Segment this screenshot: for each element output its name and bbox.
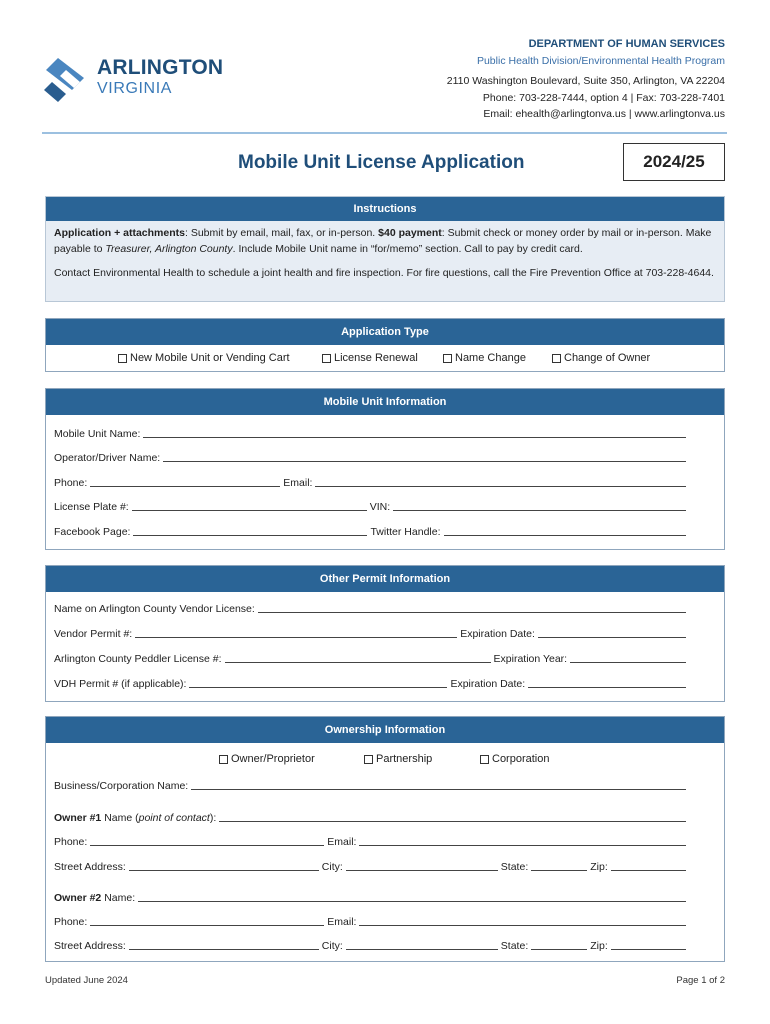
field-label: Vendor Permit #: (54, 628, 133, 640)
owner1-end: ): (209, 812, 217, 824)
field-row-owner1-phone-email (54, 834, 686, 848)
arlington-logo (44, 54, 244, 104)
field-label: Mobile Unit Name: (54, 428, 141, 440)
checkbox-box[interactable] (219, 755, 228, 764)
owner2-label (54, 892, 138, 904)
field-row-phone-email (54, 475, 686, 489)
field-row-plate-vin (54, 499, 686, 513)
field-row-operator (54, 450, 686, 464)
checkbox-license-renewal[interactable] (322, 352, 418, 364)
field-label: Street Address: (54, 940, 126, 952)
checkbox-new-mobile-unit[interactable] (118, 352, 290, 364)
checkbox-box[interactable] (118, 354, 127, 363)
email-field[interactable] (315, 486, 686, 487)
field-row-business-name (54, 778, 686, 792)
field-label: Email: (327, 836, 357, 848)
checkbox-label: Owner/Proprietor (231, 753, 315, 765)
owner2-city-field[interactable] (346, 949, 498, 950)
vendor-license-name-field[interactable] (258, 612, 686, 613)
field-row-vendor-permit (54, 626, 686, 640)
form-title: Mobile Unit License Application (238, 152, 525, 173)
checkbox-label: Partnership (376, 753, 433, 765)
checkbox-label: License Renewal (334, 352, 418, 364)
checkbox-label: Corporation (492, 753, 550, 765)
field-row-peddler (54, 651, 686, 665)
field-row-owner1-address (54, 859, 686, 873)
checkbox-name-change[interactable] (443, 352, 526, 364)
instructions-heading: Instructions (46, 197, 724, 221)
application-type-section (45, 318, 725, 372)
checkbox-box[interactable] (322, 354, 331, 363)
arlington-logo-icon (44, 56, 90, 102)
logo-text-arlington: ARLINGTON (97, 56, 224, 79)
field-row-owner2-phone-email (54, 914, 686, 928)
vin-field[interactable] (393, 510, 686, 511)
field-label: Expiration Date: (450, 678, 526, 690)
owner2-phone-field[interactable] (90, 925, 324, 926)
instr-text-3: . Include Mobile Unit name in “for/memo” section. Call to pay by credit card. (232, 243, 583, 255)
other-permit-section (45, 565, 725, 702)
license-year-box: 2024/25 (623, 143, 725, 181)
field-row-owner2-name (54, 890, 686, 904)
field-label: Name on Arlington County Vendor License: (54, 603, 255, 615)
header-divider (42, 132, 727, 134)
owner1-name-field[interactable] (219, 821, 686, 822)
peddler-expiration-year-field[interactable] (570, 662, 686, 663)
email-web-line: Email: ehealth@arlingtonva.us | www.arlingtonva.us (483, 108, 725, 120)
owner1-text: Name ( (101, 812, 139, 824)
field-label: Twitter Handle: (370, 526, 441, 538)
owner1-street-field[interactable] (129, 870, 319, 871)
field-label: VDH Permit # (if applicable): (54, 678, 187, 690)
field-label: Street Address: (54, 861, 126, 873)
operator-name-field[interactable] (163, 461, 686, 462)
page-number: Page 1 of 2 (676, 975, 725, 986)
field-label: State: (500, 861, 529, 873)
peddler-license-field[interactable] (225, 662, 491, 663)
owner2-state-field[interactable] (531, 949, 587, 950)
vdh-permit-field[interactable] (189, 687, 447, 688)
field-label: Operator/Driver Name: (54, 452, 161, 464)
updated-date: Updated June 2024 (45, 975, 128, 986)
instr-italic-payee: Treasurer, Arlington County (105, 243, 233, 255)
field-label: License Plate #: (54, 501, 129, 513)
field-row-owner1-name (54, 810, 686, 824)
license-plate-field[interactable] (132, 510, 367, 511)
ownership-heading: Ownership Information (46, 717, 724, 743)
checkbox-box[interactable] (480, 755, 489, 764)
ownership-section (45, 716, 725, 962)
instructions-section (45, 196, 725, 302)
checkbox-box[interactable] (364, 755, 373, 764)
mobile-unit-heading: Mobile Unit Information (46, 389, 724, 415)
field-label: State: (500, 940, 529, 952)
instr-text-2: : Submit check or money order by mail or in-person. Make payable to (54, 227, 712, 255)
checkbox-change-of-owner[interactable] (552, 352, 650, 364)
owner2-email-field[interactable] (359, 925, 686, 926)
phone-fax-line: Phone: 703-228-7444, option 4 | Fax: 703-228-7401 (482, 92, 725, 104)
facebook-page-field[interactable] (133, 535, 367, 536)
phone-field[interactable] (90, 486, 280, 487)
letterhead (0, 0, 770, 140)
owner2-bold: Owner #2 (54, 892, 102, 904)
application-type-heading: Application Type (46, 319, 724, 345)
field-label: Expiration Year: (493, 653, 568, 665)
checkbox-owner-proprietor[interactable] (219, 753, 315, 765)
field-row-unit-name (54, 426, 686, 440)
checkbox-partnership[interactable] (364, 753, 432, 765)
field-label: Email: (283, 477, 313, 489)
field-label: Phone: (54, 836, 88, 848)
field-row-vendor-license (54, 601, 686, 615)
owner2-name-field[interactable] (138, 901, 686, 902)
owner2-text: Name: (101, 892, 136, 904)
checkbox-box[interactable] (443, 354, 452, 363)
field-label: Facebook Page: (54, 526, 131, 538)
field-label: Expiration Date: (460, 628, 535, 640)
instructions-body (46, 221, 724, 287)
instr-bold-attachments: Application + attachments (54, 227, 185, 239)
field-label: VIN: (369, 501, 391, 513)
field-row-social (54, 524, 686, 538)
field-label: Business/Corporation Name: (54, 780, 189, 792)
owner1-italic: point of contact (138, 812, 210, 824)
vendor-expiration-date-field[interactable] (538, 637, 686, 638)
checkbox-label: New Mobile Unit or Vending Cart (130, 352, 290, 364)
mobile-unit-section (45, 388, 725, 550)
field-label: City: (321, 861, 343, 873)
checkbox-label: Change of Owner (564, 352, 651, 364)
other-permit-heading: Other Permit Information (46, 566, 724, 592)
field-label: Arlington County Peddler License #: (54, 653, 222, 665)
checkbox-box[interactable] (552, 354, 561, 363)
owner2-zip-field[interactable] (611, 949, 686, 950)
instr-text-1: : Submit by email, mail, fax, or in-person. (184, 227, 379, 239)
field-label: Phone: (54, 477, 88, 489)
address-line: 2110 Washington Boulevard, Suite 350, Arlington, VA 22204 (446, 75, 725, 87)
owner1-email-field[interactable] (359, 845, 686, 846)
field-row-vdh (54, 676, 686, 690)
field-label: Email: (327, 916, 357, 928)
field-label: Zip: (590, 940, 608, 952)
owner1-state-field[interactable] (531, 870, 587, 871)
field-label: City: (321, 940, 343, 952)
business-name-field[interactable] (191, 789, 686, 790)
vendor-permit-field[interactable] (135, 637, 457, 638)
twitter-handle-field[interactable] (444, 535, 687, 536)
field-label: Zip: (590, 861, 608, 873)
owner1-bold: Owner #1 (54, 812, 102, 824)
owner1-phone-field[interactable] (90, 845, 324, 846)
department-title: DEPARTMENT OF HUMAN SERVICES (528, 38, 725, 50)
owner2-street-field[interactable] (129, 949, 319, 950)
division-name: Public Health Division/Environmental Health Program (476, 55, 725, 67)
field-row-owner2-address (54, 938, 686, 952)
mobile-unit-name-field[interactable] (143, 437, 686, 438)
vdh-expiration-date-field[interactable] (528, 687, 686, 688)
instructions-paragraph-2: Contact Environmental Health to schedule a joint health and fire inspection. For fire questions, call the Fire Prevention Office at 703-228-4644. (54, 267, 714, 279)
field-label: Phone: (54, 916, 88, 928)
logo-text-virginia: VIRGINIA (97, 80, 173, 97)
owner1-city-field[interactable] (346, 870, 498, 871)
owner1-zip-field[interactable] (611, 870, 686, 871)
checkbox-label: Name Change (455, 352, 526, 364)
checkbox-corporation[interactable] (480, 753, 549, 765)
owner1-label (54, 812, 219, 824)
instructions-paragraph-1 (54, 225, 716, 257)
instr-bold-payment: $40 payment (378, 227, 442, 239)
